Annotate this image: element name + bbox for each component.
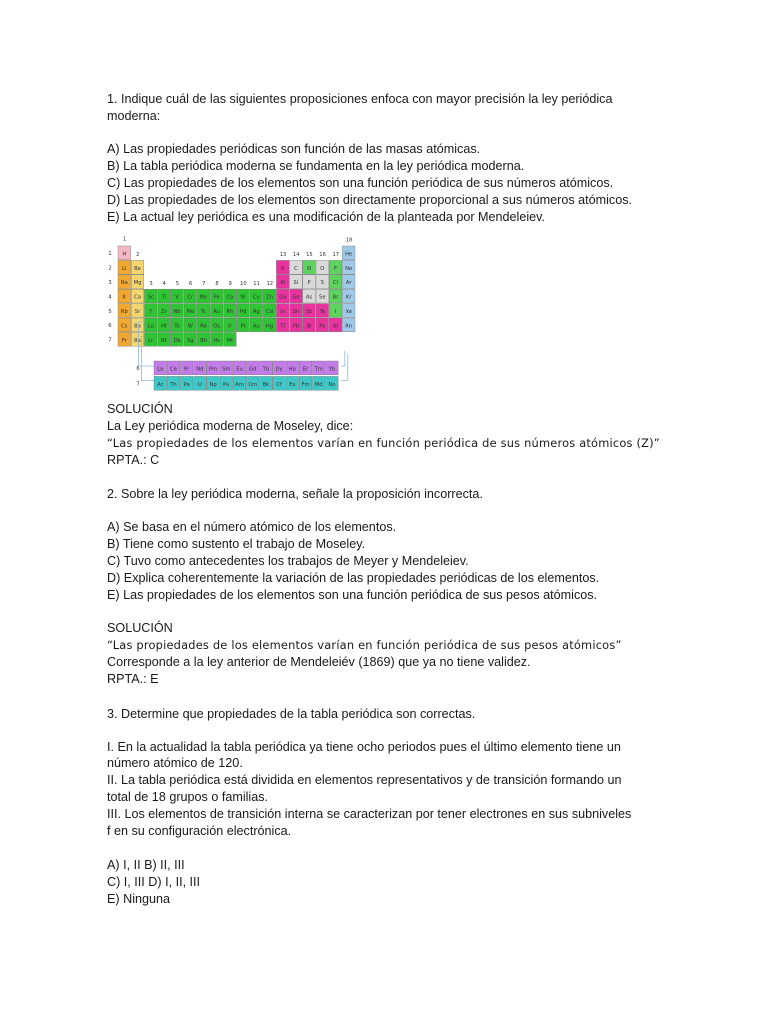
element-symbol: Nb bbox=[173, 309, 181, 315]
element-symbol: Pm bbox=[209, 366, 218, 373]
element-symbol: Cr bbox=[187, 294, 194, 301]
element-symbol: Rh bbox=[226, 309, 234, 315]
element-symbol: Sg bbox=[187, 337, 194, 344]
element-symbol: Sc bbox=[147, 294, 154, 301]
element-symbol: Fe bbox=[213, 294, 220, 301]
q2-option-d: D) Explica coherentemente la variación de las propiedades periódicas de los elementos. bbox=[107, 571, 600, 585]
element-symbol: Ar bbox=[345, 280, 352, 287]
q3-statement-line: total de 18 grupos o familias. bbox=[107, 790, 269, 804]
q3-statement-line: f en su configuración electrónica. bbox=[107, 824, 292, 838]
q2-option-c: C) Tuvo como antecedentes los trabajos de Meyer y Mendeleiev. bbox=[107, 554, 469, 568]
element-symbol: K bbox=[122, 294, 127, 301]
element-symbol: As bbox=[305, 294, 313, 301]
q2-stem: 2. Sobre la ley periódica moderna, señale la proposición incorrecta. bbox=[107, 487, 483, 501]
group-number: 3 bbox=[149, 281, 153, 287]
group-number: 18 bbox=[345, 237, 353, 244]
element-symbol: Cd bbox=[266, 309, 273, 315]
element-symbol: Ag bbox=[252, 309, 260, 315]
element-symbol: Db bbox=[173, 337, 181, 344]
element-symbol: Pa bbox=[183, 381, 190, 388]
group-number: 16 bbox=[319, 252, 326, 258]
element-symbol: Te bbox=[319, 309, 326, 315]
q3-statement-line: III. Los elementos de transición interna se caracterizan por tener electrones en sus subniveles bbox=[107, 807, 632, 821]
element-symbol: Ce bbox=[170, 366, 177, 373]
q1-option-b: B) La tabla periódica moderna se fundamenta en la ley periódica moderna. bbox=[107, 159, 525, 173]
element-symbol: Sb bbox=[305, 309, 313, 315]
element-symbol: Kr bbox=[345, 294, 352, 301]
q3-option-line: A) I, II B) II, III bbox=[107, 858, 185, 872]
element-symbol: Ti bbox=[161, 294, 167, 301]
element-symbol: Lu bbox=[147, 323, 154, 330]
element-symbol: Cf bbox=[276, 381, 282, 388]
group-number: 9 bbox=[228, 281, 232, 287]
period-number: 4 bbox=[108, 294, 112, 301]
element-symbol: Sn bbox=[292, 309, 300, 315]
q1-option-e: E) La actual ley periódica es una modificación de la planteada por Mendeleiev. bbox=[107, 210, 546, 224]
group-number: 10 bbox=[240, 281, 247, 287]
element-symbol: Y bbox=[149, 309, 153, 315]
element-symbol: Es bbox=[289, 381, 296, 388]
element-symbol: Cm bbox=[248, 381, 258, 388]
element-symbol: Eu bbox=[236, 366, 243, 373]
element-symbol: Lr bbox=[148, 337, 154, 344]
element-symbol: Rb bbox=[120, 309, 128, 315]
group-number: 2 bbox=[136, 252, 140, 258]
element-symbol: Ga bbox=[279, 294, 287, 301]
element-symbol: Zr bbox=[161, 309, 167, 315]
element-symbol: Ta bbox=[174, 323, 180, 330]
element-symbol: No bbox=[328, 381, 336, 388]
element-symbol: Ir bbox=[228, 323, 232, 330]
q1-option-a: A) Las propiedades periódicas son función de las masas atómicas. bbox=[107, 142, 481, 156]
element-symbol: Na bbox=[120, 280, 128, 287]
element-symbol: Ni bbox=[240, 294, 246, 301]
q1-solution-intro: La Ley periódica moderna de Moseley, dice: bbox=[107, 419, 354, 433]
element-symbol: Cl bbox=[332, 280, 339, 287]
group-number: 6 bbox=[188, 281, 193, 287]
element-symbol: Fr bbox=[121, 337, 127, 344]
element-symbol: Th bbox=[170, 381, 177, 388]
period-number: 6 bbox=[108, 323, 112, 330]
group-number: 1 bbox=[122, 236, 127, 243]
q3-option-line: E) Ninguna bbox=[107, 892, 171, 906]
period-number: 7 bbox=[108, 337, 112, 344]
element-symbol: Se bbox=[319, 294, 326, 301]
q2-solution-note: Corresponde a la ley anterior de Mendeleiév (1869) que ya no tiene validez. bbox=[107, 655, 531, 669]
element-symbol: Dy bbox=[275, 366, 283, 373]
element-symbol: Pb bbox=[292, 323, 300, 330]
element-symbol: Ba bbox=[134, 323, 141, 330]
element-symbol: Sm bbox=[222, 366, 231, 373]
element-symbol: Ge bbox=[292, 294, 300, 301]
group-number: 14 bbox=[292, 252, 300, 258]
element-symbol: Tb bbox=[262, 366, 270, 373]
element-symbol: Np bbox=[209, 381, 217, 388]
q2-option-b: B) Tiene como sustento el trabajo de Moseley. bbox=[107, 537, 366, 551]
element-symbol: He bbox=[345, 251, 353, 258]
q3-statement-line: I. En la actualidad la tabla periódica ya tiene ocho periodos pues el último elemento tiene un bbox=[107, 740, 621, 754]
element-symbol: Bk bbox=[262, 381, 270, 388]
element-symbol: Ca bbox=[134, 294, 141, 301]
group-number: 11 bbox=[253, 281, 260, 287]
q2-solution-quote: “Las propiedades de los elementos varían en función periódica de sus pesos atómicos” bbox=[107, 638, 622, 652]
element-symbol: Xe bbox=[345, 309, 352, 315]
element-symbol: Bh bbox=[200, 337, 207, 344]
element-symbol: Os bbox=[213, 323, 221, 330]
element-symbol: Li bbox=[122, 265, 127, 272]
element-symbol: B bbox=[280, 265, 285, 272]
element-symbol: Rn bbox=[345, 323, 353, 330]
element-symbol: La bbox=[157, 366, 164, 373]
element-symbol: Au bbox=[252, 323, 260, 330]
periodic-table-figure bbox=[104, 236, 374, 392]
element-symbol: Tm bbox=[314, 366, 323, 373]
q2-option-e: E) Las propiedades de los elementos son una función periódica de sus pesos atómicos. bbox=[107, 588, 598, 602]
element-symbol: O bbox=[320, 265, 325, 272]
element-symbol: Fm bbox=[301, 381, 310, 388]
element-symbol: Md bbox=[314, 381, 323, 388]
element-symbol: Si bbox=[293, 280, 299, 287]
element-symbol: Pt bbox=[240, 323, 246, 330]
element-symbol: Pd bbox=[239, 309, 247, 315]
q1-solution-title: SOLUCIÓN bbox=[107, 402, 173, 416]
group-number: 8 bbox=[215, 281, 219, 287]
element-symbol: Ne bbox=[345, 265, 353, 272]
element-symbol: N bbox=[307, 265, 312, 272]
element-symbol: Gd bbox=[249, 366, 257, 373]
element-symbol: Hs bbox=[213, 337, 221, 344]
q3-stem: 3. Determine que propiedades de la tabla periódica son correctas. bbox=[107, 707, 476, 721]
q3-option-line: C) I, III D) I, II, III bbox=[107, 875, 201, 889]
period-number: 1 bbox=[108, 251, 112, 258]
element-symbol: Hg bbox=[265, 323, 274, 330]
series-label: 7 bbox=[136, 381, 140, 388]
element-symbol: Re bbox=[200, 323, 207, 330]
q1-option-c: C) Las propiedades de los elementos son una función periódica de sus números atómicos. bbox=[107, 176, 614, 190]
q2-solution-title: SOLUCIÓN bbox=[107, 621, 173, 635]
element-symbol: U bbox=[197, 381, 202, 388]
series-label: 6 bbox=[136, 366, 140, 373]
element-symbol: Ru bbox=[213, 309, 221, 315]
q2-answer: RPTA.: E bbox=[107, 672, 159, 686]
element-symbol: S bbox=[320, 280, 324, 287]
element-symbol: Po bbox=[319, 323, 326, 330]
q1-answer: RPTA.: C bbox=[107, 453, 160, 467]
element-symbol: W bbox=[187, 323, 193, 330]
element-symbol: Cs bbox=[121, 323, 128, 330]
element-symbol: Br bbox=[332, 294, 339, 301]
element-symbol: Am bbox=[235, 381, 244, 388]
period-number: 2 bbox=[108, 265, 112, 272]
element-symbol: Pu bbox=[223, 381, 230, 388]
q1-option-d: D) Las propiedades de los elementos son directamente proporcional a sus números atómicos. bbox=[107, 193, 633, 207]
element-symbol: Ra bbox=[134, 337, 141, 344]
element-symbol: V bbox=[175, 294, 179, 301]
q2-option-a: A) Se basa en el número atómico de los elementos. bbox=[107, 520, 397, 534]
element-symbol: Rf bbox=[161, 337, 167, 344]
element-symbol: At bbox=[332, 323, 339, 330]
element-symbol: Bi bbox=[306, 323, 312, 330]
period-number: 3 bbox=[108, 280, 112, 286]
q1-stem-line-2: moderna: bbox=[107, 109, 161, 123]
element-symbol: I bbox=[334, 309, 337, 315]
element-symbol: Hf bbox=[161, 323, 167, 330]
element-symbol: Mo bbox=[186, 309, 195, 315]
element-symbol: Ho bbox=[288, 366, 296, 373]
element-symbol: Mn bbox=[199, 294, 208, 301]
element-symbol: Tl bbox=[280, 323, 286, 330]
group-number: 12 bbox=[266, 281, 274, 287]
element-symbol: Mg bbox=[133, 280, 142, 287]
element-symbol: Zn bbox=[266, 294, 273, 301]
element-symbol: Tc bbox=[200, 309, 207, 315]
element-symbol: Pr bbox=[184, 366, 190, 373]
element-symbol: Be bbox=[134, 265, 141, 272]
element-symbol: Nd bbox=[196, 366, 204, 373]
group-number: 4 bbox=[162, 281, 166, 287]
element-symbol: Yb bbox=[328, 366, 336, 373]
q3-statement-line: II. La tabla periódica está dividida en elementos representativos y de transición formando un bbox=[107, 773, 622, 787]
group-number: 15 bbox=[306, 252, 313, 258]
group-number: 17 bbox=[332, 252, 340, 258]
element-symbol: Co bbox=[226, 294, 234, 301]
element-symbol: P bbox=[307, 280, 311, 287]
group-number: 13 bbox=[279, 252, 287, 258]
element-symbol: In bbox=[280, 309, 286, 315]
element-symbol: F bbox=[334, 265, 337, 272]
period-number: 5 bbox=[108, 308, 112, 315]
element-symbol: Er bbox=[302, 366, 309, 373]
group-number: 5 bbox=[175, 281, 180, 287]
element-symbol: C bbox=[294, 265, 298, 272]
element-symbol: H bbox=[122, 251, 127, 258]
element-symbol: Sr bbox=[134, 309, 141, 315]
element-symbol: Ac bbox=[157, 381, 164, 388]
element-symbol: Mt bbox=[226, 337, 234, 344]
group-number: 7 bbox=[202, 281, 206, 287]
element-symbol: Al bbox=[280, 280, 286, 287]
q1-stem-line-1: 1. Indique cuál de las siguientes proposiciones enfoca con mayor precisión la ley periódica bbox=[107, 92, 613, 106]
q3-statement-line: número atómico de 120. bbox=[107, 756, 243, 770]
element-symbol: Cu bbox=[252, 294, 260, 301]
q1-solution-quote: “Las propiedades de los elementos varían en función periódica de sus números atómicos (Z)” bbox=[107, 436, 660, 450]
